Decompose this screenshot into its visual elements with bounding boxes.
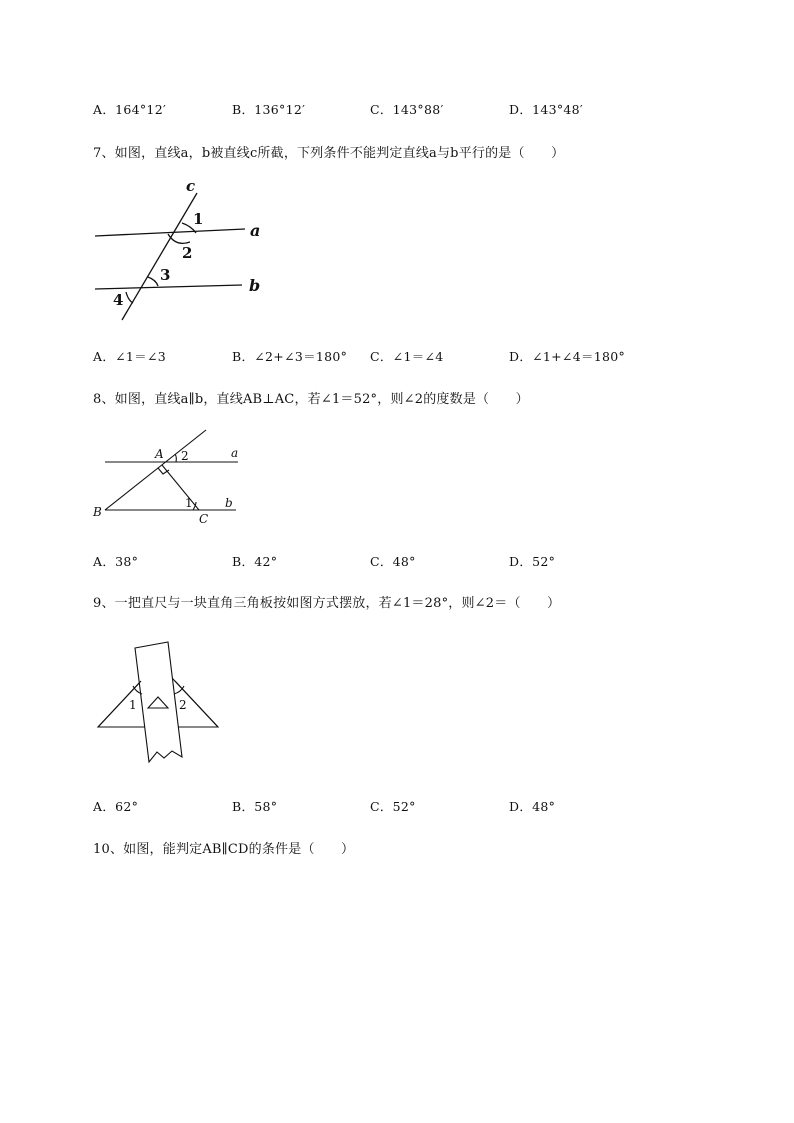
q8-label-b: b — [225, 496, 233, 510]
q7-label-3: 3 — [160, 266, 171, 284]
q9-question-text: 9、一把直尺与一块直角三角板按如图方式摆放，若∠1＝28°，则∠2＝（ ） — [93, 596, 561, 611]
q8-label-B: B — [93, 505, 102, 519]
q8-label-a: a — [231, 446, 239, 460]
q7-option-c[interactable]: C．∠1＝∠4 — [370, 349, 444, 364]
q7-label-1: 1 — [193, 210, 204, 228]
q8-label-1: 1 — [185, 496, 193, 510]
q7-option-a[interactable]: A．∠1＝∠3 — [93, 349, 166, 364]
q9-option-a[interactable]: A．62° — [93, 799, 139, 814]
q8-option-a[interactable]: A．38° — [93, 554, 139, 569]
q7-question-text: 7、如图，直线a，b被直线c所截，下列条件不能判定直线a与b平行的是（ ） — [93, 146, 565, 161]
q7-label-a: a — [250, 221, 261, 240]
q8-label-A: A — [155, 447, 164, 461]
q9-option-d[interactable]: D．48° — [509, 799, 556, 814]
q6-option-c[interactable]: C．143°88′ — [370, 102, 444, 117]
q6-option-d[interactable]: D．143°48′ — [509, 102, 584, 117]
q7-label-2: 2 — [182, 244, 193, 262]
q7-label-c: c — [186, 177, 196, 195]
q6-option-b[interactable]: B．136°12′ — [232, 102, 306, 117]
q9-ruler — [135, 642, 182, 762]
q9-option-b[interactable]: B．58° — [232, 799, 278, 814]
q8-option-b[interactable]: B．42° — [232, 554, 278, 569]
q8-label-C: C — [199, 512, 209, 526]
q8-option-d[interactable]: D．52° — [509, 554, 556, 569]
q9-option-c[interactable]: C．52° — [370, 799, 416, 814]
q9-label-2: 2 — [179, 698, 187, 712]
q7-option-b[interactable]: B．∠2+∠3＝180° — [232, 349, 348, 364]
q7-label-4: 4 — [113, 291, 124, 309]
q6-option-a[interactable]: A．164°12′ — [93, 102, 167, 117]
q8-option-c[interactable]: C．48° — [370, 554, 416, 569]
q7-option-d[interactable]: D．∠1+∠4＝180° — [509, 349, 626, 364]
q8-question-text: 8、如图，直线a∥b，直线AB⊥AC，若∠1＝52°，则∠2的度数是（ ） — [93, 392, 529, 407]
q9-angle-2-arc — [174, 686, 184, 694]
q9-label-1: 1 — [129, 698, 137, 712]
q7-label-b: b — [249, 276, 261, 295]
q10-question-text: 10、如图，能判定AB∥CD的条件是（ ） — [93, 842, 355, 857]
q9-options — [93, 797, 653, 815]
q8-label-2: 2 — [181, 449, 189, 463]
